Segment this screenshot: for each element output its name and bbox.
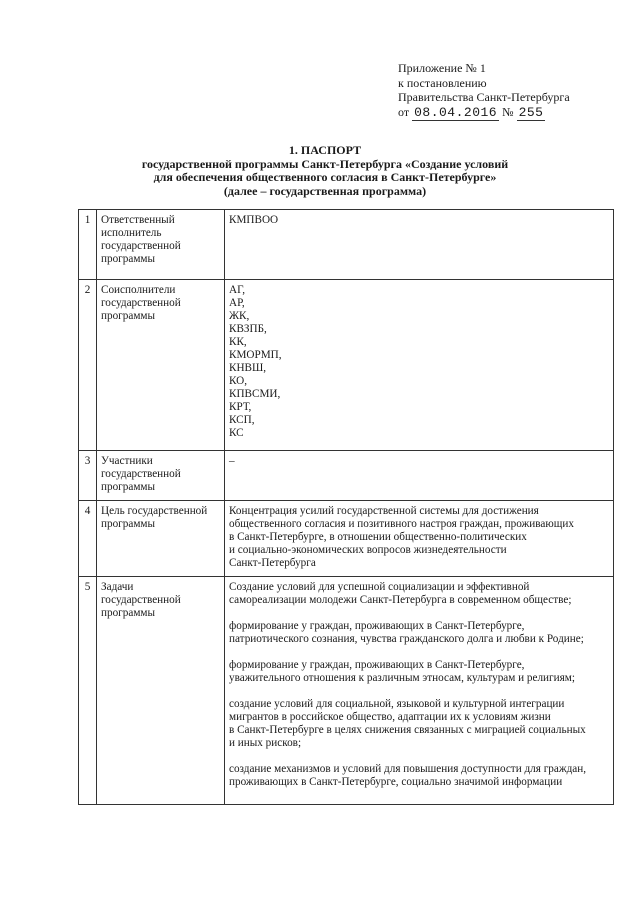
row-label-line: государственной bbox=[101, 594, 181, 606]
title-heading: 1. ПАСПОРТ bbox=[288, 143, 362, 157]
title-line: (далее – государственная программа) bbox=[223, 183, 427, 198]
row-number: 1 bbox=[79, 210, 97, 280]
row-number: 4 bbox=[79, 501, 97, 577]
task-paragraph bbox=[229, 620, 609, 646]
task-line: формирование у граждан, проживающих в Санкт-Петербурге, bbox=[229, 620, 525, 632]
row-value-line: Санкт-Петербурга bbox=[229, 557, 316, 569]
row-label-line: программы bbox=[101, 310, 155, 322]
row-value-line: КРТ, bbox=[229, 401, 252, 413]
row-label-line: программы bbox=[101, 253, 155, 265]
row-value bbox=[225, 210, 614, 280]
row-value-line: АР, bbox=[229, 297, 245, 309]
passport-table bbox=[78, 209, 614, 805]
table-row bbox=[79, 280, 614, 451]
handwritten-number: 255 bbox=[518, 104, 544, 120]
row-number: 2 bbox=[79, 280, 97, 451]
row-value-line: ЖК, bbox=[229, 310, 250, 322]
row-label-line: Соисполнители bbox=[101, 284, 176, 296]
title-line: для обеспечения общественного согласия в Санкт-Петербурге» bbox=[153, 170, 497, 184]
table-row bbox=[79, 577, 614, 805]
row-number: 3 bbox=[79, 451, 97, 501]
row-label bbox=[97, 280, 225, 451]
task-paragraph bbox=[229, 581, 609, 607]
title-line: государственной программы Санкт-Петербурга «Создание условий bbox=[141, 156, 509, 171]
task-line: проживающих в Санкт-Петербурге, социально значимой информации bbox=[229, 776, 563, 788]
date-prefix: от bbox=[398, 104, 410, 119]
table-row bbox=[79, 501, 614, 577]
row-value bbox=[225, 577, 614, 805]
row-value-line: общественного согласия и позитивного настроя граждан, проживающих bbox=[229, 518, 574, 530]
row-value-line: КК, bbox=[229, 336, 247, 348]
number-prefix: № bbox=[502, 104, 514, 119]
document-title bbox=[120, 144, 530, 198]
row-value-line: КС bbox=[229, 427, 244, 439]
handwritten-date: 08.04.2016 bbox=[414, 104, 498, 120]
row-label-line: Участники bbox=[101, 455, 153, 467]
task-line: уважительного отношения к различным этносам, культурам и религиям; bbox=[229, 672, 575, 684]
row-value-line: КПВСМИ, bbox=[229, 388, 281, 400]
row-value bbox=[225, 501, 614, 577]
row-label bbox=[97, 501, 225, 577]
appendix-block bbox=[398, 61, 570, 120]
row-value-line: КСП, bbox=[229, 414, 255, 426]
row-value-line: в Санкт-Петербурге, в отношении общественно-политических bbox=[229, 531, 527, 543]
task-line: создание механизмов и условий для повышения доступности для граждан, bbox=[229, 763, 587, 775]
row-value-line: КВЗПБ, bbox=[229, 323, 267, 335]
row-label bbox=[97, 577, 225, 805]
task-line: самореализации молодежи Санкт-Петербурга в современном обществе; bbox=[229, 594, 572, 606]
row-value-line: КМОРМП, bbox=[229, 349, 282, 361]
row-label bbox=[97, 451, 225, 501]
row-value-line: КНВШ, bbox=[229, 362, 267, 374]
appendix-line: к постановлению bbox=[398, 75, 487, 90]
row-value bbox=[225, 451, 614, 501]
row-value-line: КМПВОО bbox=[229, 214, 279, 226]
row-label bbox=[97, 210, 225, 280]
row-value bbox=[225, 280, 614, 451]
row-value-line: АГ, bbox=[229, 284, 246, 296]
row-label-line: Задачи bbox=[101, 581, 134, 593]
appendix-line: Приложение № 1 bbox=[398, 61, 486, 75]
row-label-line: Цель государственной bbox=[101, 505, 208, 517]
row-number: 5 bbox=[79, 577, 97, 805]
table-row bbox=[79, 451, 614, 501]
row-value-line: Концентрация усилий государственной системы для достижения bbox=[229, 505, 539, 517]
task-line: в Санкт-Петербурге в целях снижения связанных с миграцией социальных bbox=[229, 724, 586, 736]
task-line: и иных рисков; bbox=[229, 737, 302, 749]
task-line: создание условий для социальной, языковой и культурной интеграции bbox=[229, 698, 565, 710]
appendix-date-line bbox=[398, 105, 570, 121]
row-label-line: Ответственный bbox=[101, 214, 175, 226]
row-label-line: государственной bbox=[101, 468, 181, 480]
row-value-line: КО, bbox=[229, 375, 248, 387]
row-label-line: программы bbox=[101, 607, 155, 619]
task-paragraph bbox=[229, 659, 609, 685]
task-paragraph bbox=[229, 698, 609, 750]
row-value-line: и социально-экономических вопросов жизнедеятельности bbox=[229, 544, 507, 556]
appendix-line: Правительства Санкт-Петербурга bbox=[398, 90, 570, 104]
task-line: патриотического сознания, чувства гражданского долга и любви к Родине; bbox=[229, 633, 584, 645]
task-line: Создание условий для успешной социализации и эффективной bbox=[229, 581, 530, 593]
row-label-line: государственной bbox=[101, 297, 181, 309]
row-value-line: – bbox=[229, 455, 235, 467]
row-label-line: программы bbox=[101, 518, 155, 530]
row-label-line: исполнитель bbox=[101, 227, 162, 239]
row-label-line: программы bbox=[101, 481, 155, 493]
task-paragraph bbox=[229, 763, 609, 789]
task-line: формирование у граждан, проживающих в Санкт-Петербурге, bbox=[229, 659, 525, 671]
table-row bbox=[79, 210, 614, 280]
row-label-line: государственной bbox=[101, 240, 181, 252]
task-line: мигрантов в российское общество, адаптации их к условиям жизни bbox=[229, 711, 551, 723]
